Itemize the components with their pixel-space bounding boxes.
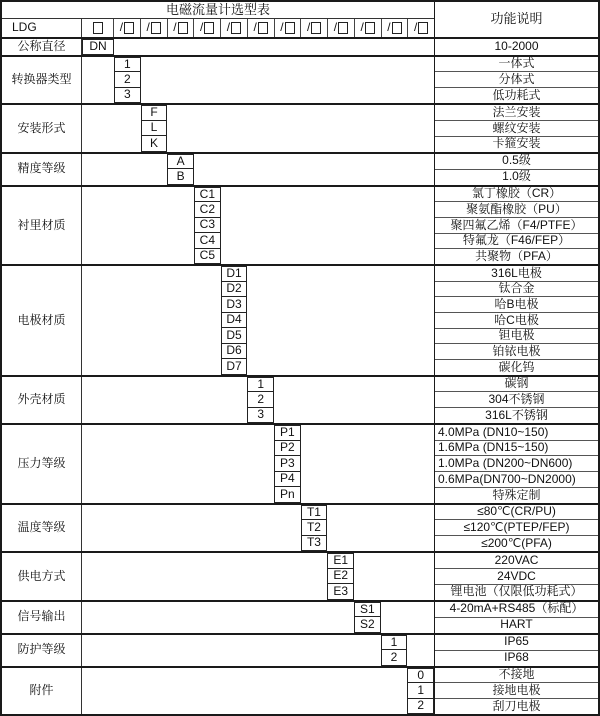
code-row xyxy=(82,441,434,457)
code-cell: D7 xyxy=(221,358,248,375)
code-box-icon xyxy=(93,22,103,34)
code-box-icon xyxy=(285,22,295,34)
function-column xyxy=(434,39,598,55)
code-box-icon xyxy=(311,22,321,34)
category-blocks xyxy=(2,39,598,714)
function-cell: 24VDC xyxy=(435,568,598,584)
category-block xyxy=(2,635,598,668)
code-row xyxy=(82,408,434,424)
code-row xyxy=(82,536,434,552)
model-prefix-label: LDG xyxy=(2,19,82,37)
code-cell: S2 xyxy=(354,616,381,633)
function-column xyxy=(434,635,598,666)
category-block xyxy=(2,553,598,602)
code-cell: D6 xyxy=(221,343,248,360)
category-label: 防护等级 xyxy=(2,635,82,666)
code-box-icon xyxy=(204,22,214,34)
code-row xyxy=(82,569,434,585)
function-cell: 钽电极 xyxy=(435,328,598,344)
function-cell: 10-2000 xyxy=(494,39,539,54)
function-cell: 316L不锈钢 xyxy=(435,407,598,423)
function-cell: 特殊定制 xyxy=(435,487,598,503)
slash-separator: / xyxy=(333,20,338,35)
category-label: 附件 xyxy=(2,668,82,715)
code-row xyxy=(82,313,434,329)
code-column-area xyxy=(82,154,434,185)
code-row xyxy=(82,202,434,218)
code-row xyxy=(82,88,434,104)
function-cell: 4.0MPa (DN10~150) xyxy=(438,425,549,439)
code-row xyxy=(82,553,434,569)
code-row xyxy=(82,392,434,408)
function-cell: 304不锈钢 xyxy=(435,391,598,407)
function-column xyxy=(434,668,598,715)
code-box-icon xyxy=(124,22,134,34)
code-cell: P1 xyxy=(274,425,301,441)
category-block xyxy=(2,668,598,715)
code-column-area xyxy=(82,39,434,55)
function-cell: 接地电极 xyxy=(435,682,598,698)
code-row xyxy=(82,699,434,715)
code-cell: D1 xyxy=(221,266,248,282)
code-cell: 1 xyxy=(247,377,274,393)
header-left xyxy=(2,2,434,37)
function-cell: 氯丁橡胶（CR） xyxy=(471,186,562,201)
code-column-area xyxy=(82,377,434,424)
category-label: 电极材质 xyxy=(2,266,82,375)
code-cell: C5 xyxy=(194,248,221,265)
function-cell: 刮刀电极 xyxy=(435,698,598,714)
function-cell: IP65 xyxy=(504,634,529,649)
category-block xyxy=(2,377,598,426)
function-cell: IP68 xyxy=(435,650,598,666)
code-box-icon xyxy=(365,22,375,34)
code-cell: 1 xyxy=(114,57,141,73)
code-row xyxy=(82,359,434,375)
code-cell: A xyxy=(167,154,194,170)
function-cell: 钛合金 xyxy=(435,281,598,297)
code-row xyxy=(82,121,434,137)
code-cell: 1 xyxy=(407,682,434,699)
code-column-area xyxy=(82,266,434,375)
code-cell: C4 xyxy=(194,232,221,249)
slash-separator: / xyxy=(226,20,231,35)
slash-separator: / xyxy=(173,20,177,35)
code-row xyxy=(82,520,434,536)
code-box-icon xyxy=(338,22,348,34)
code-cell: E2 xyxy=(327,568,354,585)
code-column-area xyxy=(82,425,434,503)
table-header xyxy=(2,2,598,39)
function-cell: 分体式 xyxy=(435,71,598,87)
code-cell: E3 xyxy=(327,583,354,600)
function-cell: 不接地 xyxy=(498,667,535,682)
code-cell: P3 xyxy=(274,455,301,472)
slash-separator: / xyxy=(280,20,284,35)
category-block xyxy=(2,505,598,554)
code-row xyxy=(82,136,434,152)
code-row xyxy=(82,472,434,488)
code-cell: 2 xyxy=(381,649,408,666)
code-cell: T1 xyxy=(301,505,328,521)
category-block xyxy=(2,39,598,57)
code-cell: F xyxy=(141,105,168,121)
function-column xyxy=(434,425,598,503)
code-cell: C2 xyxy=(194,201,221,218)
code-cell: 2 xyxy=(114,71,141,88)
ldg-code-slot xyxy=(328,19,355,37)
code-box-icon xyxy=(178,22,188,34)
code-row xyxy=(82,456,434,472)
ldg-code-slot xyxy=(408,19,434,37)
function-column xyxy=(434,377,598,424)
function-cell: HART xyxy=(435,617,598,633)
code-column-area xyxy=(82,187,434,265)
category-label: 外壳材质 xyxy=(2,377,82,424)
function-column xyxy=(434,57,598,104)
code-column-area xyxy=(82,668,434,715)
code-cell: P4 xyxy=(274,471,301,488)
ldg-code-slot xyxy=(221,19,248,37)
function-cell: 法兰安装 xyxy=(492,105,541,119)
slash-separator: / xyxy=(413,20,418,35)
code-row xyxy=(82,505,434,521)
ldg-code-slot xyxy=(382,19,409,37)
slash-separator: / xyxy=(360,20,364,35)
function-column-header: 功能说明 xyxy=(434,2,598,37)
code-cell: B xyxy=(167,168,194,185)
function-cell: 卡箍安装 xyxy=(435,136,598,152)
function-column xyxy=(434,187,598,265)
code-cell: S1 xyxy=(354,602,381,618)
code-cell: T2 xyxy=(301,519,328,536)
function-column xyxy=(434,553,598,600)
category-label: 衬里材质 xyxy=(2,187,82,265)
code-cell: C1 xyxy=(194,187,221,203)
code-cell: 3 xyxy=(114,87,141,104)
code-row xyxy=(82,233,434,249)
code-cell: E1 xyxy=(327,553,354,569)
code-box-icon xyxy=(392,22,402,34)
function-cell: 1.0级 xyxy=(435,169,598,185)
category-label: 信号输出 xyxy=(2,602,82,633)
function-cell: ≤120℃(PTEP/FEP) xyxy=(435,519,598,535)
function-cell: 特氟龙（F46/FEP） xyxy=(435,233,598,249)
code-row xyxy=(82,169,434,185)
page-title: 电磁流量计选型表 xyxy=(2,2,434,19)
code-cell: D4 xyxy=(221,312,248,329)
function-column xyxy=(434,154,598,185)
ldg-code-slot xyxy=(141,19,168,37)
code-row xyxy=(82,487,434,503)
code-row xyxy=(82,344,434,360)
code-cell: 0 xyxy=(407,668,434,684)
code-row xyxy=(82,617,434,633)
function-cell: 0.5级 xyxy=(502,153,531,168)
code-row xyxy=(82,297,434,313)
category-label: 转换器类型 xyxy=(2,57,82,104)
code-row xyxy=(82,602,434,618)
category-label: 温度等级 xyxy=(2,505,82,552)
code-row xyxy=(82,668,434,684)
code-row xyxy=(82,39,434,55)
function-cell: 低功耗式 xyxy=(435,87,598,103)
ldg-code-slot xyxy=(168,19,195,37)
category-block xyxy=(2,154,598,187)
ldg-code-slot xyxy=(301,19,328,37)
code-row xyxy=(82,249,434,265)
code-cell: 2 xyxy=(407,698,434,715)
code-cell: DN xyxy=(82,39,114,55)
code-row xyxy=(82,218,434,234)
function-column xyxy=(434,505,598,552)
code-box-icon xyxy=(231,22,241,34)
ldg-code-slot xyxy=(248,19,275,37)
slash-separator: / xyxy=(253,20,257,35)
code-box-icon xyxy=(258,22,268,34)
code-cell: P2 xyxy=(274,440,301,457)
ldg-code-slot xyxy=(194,19,221,37)
function-cell: 0.6MPa(DN700~DN2000) xyxy=(435,471,598,487)
model-code-row xyxy=(2,19,434,37)
function-cell: 哈B电极 xyxy=(435,296,598,312)
function-cell: 锂电池（仅限低功耗式） xyxy=(435,584,598,600)
code-cell: 2 xyxy=(247,391,274,408)
code-slot-strip xyxy=(82,19,434,37)
category-label: 精度等级 xyxy=(2,154,82,185)
slash-separator: / xyxy=(199,20,204,35)
slash-separator: / xyxy=(146,20,150,35)
category-block xyxy=(2,602,598,635)
code-row xyxy=(82,683,434,699)
function-cell: 铂铱电极 xyxy=(435,343,598,359)
ldg-code-slot xyxy=(275,19,302,37)
code-cell: D2 xyxy=(221,281,248,298)
code-row xyxy=(82,425,434,441)
function-cell: 1.6MPa (DN15~150) xyxy=(435,440,598,456)
code-column-area xyxy=(82,505,434,552)
ldg-code-slot xyxy=(82,19,114,37)
code-column-area xyxy=(82,553,434,600)
category-label: 公称直径 xyxy=(2,39,82,55)
function-cell: 碳钢 xyxy=(504,376,529,391)
code-row xyxy=(82,266,434,282)
category-block xyxy=(2,57,598,106)
ldg-code-slot xyxy=(114,19,141,37)
code-column-area xyxy=(82,635,434,666)
function-column xyxy=(434,105,598,152)
function-cell: 一体式 xyxy=(498,56,535,71)
code-box-icon xyxy=(418,22,428,34)
function-column xyxy=(434,266,598,375)
code-cell: C3 xyxy=(194,217,221,234)
code-cell: K xyxy=(141,135,168,152)
code-row xyxy=(82,282,434,298)
code-row xyxy=(82,72,434,88)
function-column xyxy=(434,602,598,633)
function-cell: 螺纹安装 xyxy=(435,120,598,136)
code-column-area xyxy=(82,105,434,152)
code-row xyxy=(82,187,434,203)
code-row xyxy=(82,635,434,651)
function-cell: 碳化钨 xyxy=(435,359,598,375)
function-cell: 220VAC xyxy=(494,553,539,567)
function-cell: ≤80℃(CR/PU) xyxy=(477,504,556,519)
category-label: 安装形式 xyxy=(2,105,82,152)
code-column-area xyxy=(82,57,434,104)
code-box-icon xyxy=(151,22,161,34)
function-cell: 聚氨酯橡胶（PU） xyxy=(435,201,598,217)
code-cell: L xyxy=(141,120,168,137)
code-row xyxy=(82,328,434,344)
ldg-code-slot xyxy=(355,19,382,37)
code-row xyxy=(82,105,434,121)
code-row xyxy=(82,584,434,600)
slash-separator: / xyxy=(306,20,311,35)
code-cell: 3 xyxy=(247,407,274,424)
code-cell: 1 xyxy=(381,635,408,651)
code-cell: Pn xyxy=(274,486,301,503)
category-block xyxy=(2,425,598,505)
code-row xyxy=(82,57,434,73)
function-cell: 1.0MPa (DN200~DN600) xyxy=(435,455,598,471)
function-cell: 316L电极 xyxy=(491,266,542,280)
code-row xyxy=(82,154,434,170)
code-cell: D5 xyxy=(221,327,248,344)
slash-separator: / xyxy=(387,20,391,35)
code-row xyxy=(82,650,434,666)
code-row xyxy=(82,377,434,393)
category-block xyxy=(2,266,598,377)
function-cell: 聚四氟乙烯（F4/PTFE） xyxy=(435,217,598,233)
code-column-area xyxy=(82,602,434,633)
code-cell: T3 xyxy=(301,535,328,552)
function-cell: ≤200℃(PFA) xyxy=(435,535,598,551)
category-label: 供电方式 xyxy=(2,553,82,600)
category-block xyxy=(2,105,598,154)
code-cell: D3 xyxy=(221,296,248,313)
category-block xyxy=(2,187,598,267)
function-cell: 共聚物（PFA） xyxy=(435,248,598,264)
function-cell: 哈C电极 xyxy=(435,312,598,328)
slash-separator: / xyxy=(119,20,124,35)
category-label: 压力等级 xyxy=(2,425,82,503)
function-cell: 4-20mA+RS485（标配） xyxy=(449,601,584,616)
